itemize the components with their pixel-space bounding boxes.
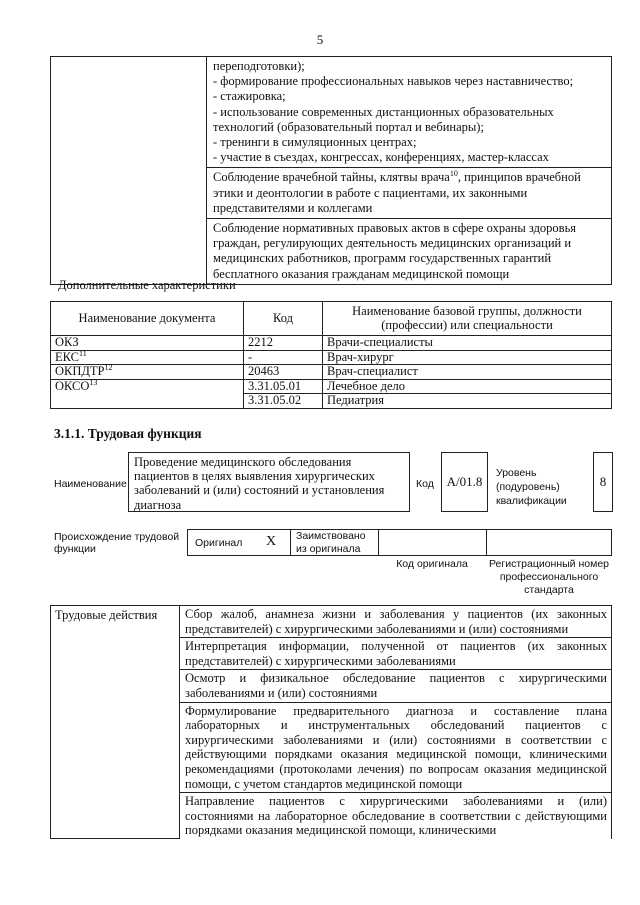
actions-label: Трудовые действия: [51, 606, 180, 839]
name-label: Наименование: [54, 478, 127, 490]
text-line: профессионального: [499, 571, 599, 583]
page-number: 5: [316, 32, 324, 47]
table-row: [51, 365, 612, 380]
text-line: - стажировка;: [213, 89, 286, 104]
text-line: стандарта: [524, 584, 574, 596]
action-item: Сбор жалоб, анамнеза жизни и заболевания у пациентов (их законных представителей) с хирургическими заболеваниями и (или) состояниями: [180, 606, 612, 638]
text-line: Регистрационный номер: [489, 558, 609, 570]
text-line: [213, 170, 605, 185]
origin-box: [187, 529, 612, 556]
divider: [486, 529, 487, 556]
norms-cell: [207, 219, 612, 285]
text-line: переподготовки);: [213, 59, 305, 73]
header-name: Наименование базовой группы, должности (профессии) или специальности: [323, 302, 612, 336]
action-item: Интерпретация информации, полученной от пациентов (их законных представителей) с хирургическими заболеваниями: [180, 638, 612, 670]
text-fragment: , принципов врачебной: [457, 170, 581, 185]
text-line: Заимствовано: [296, 530, 366, 542]
text-line: из оригинала: [296, 543, 361, 555]
additional-title: Дополнительные характеристики: [58, 278, 236, 292]
original-mark: X: [266, 534, 277, 549]
action-item: Формулирование предварительного диагноза и составление плана лабораторных и инструментальных обследований пациентов с хирургическими заболеваниями и (или) состояниями в соответствии с действующими порядками оказания медицинской помощи, клиническими рекомендациями (протоколами лечения) по вопросам оказания медицинской помощи, с учетом стандартов медицинской помощи: [180, 702, 612, 793]
text-line: бесплатного оказания гражданам медицинской помощи: [213, 266, 510, 281]
header-code: Код: [244, 302, 323, 336]
text-line: Проведение медицинского обследования: [134, 455, 352, 469]
methods-cell: [207, 57, 612, 168]
original-label: Оригинал: [195, 537, 243, 549]
text-line: пациентов в целях выявления хирургических: [134, 469, 375, 484]
origin-label: [54, 531, 179, 555]
additional-table: [50, 301, 612, 409]
doc-cell: [51, 379, 244, 408]
doc-name: ОКПДТР: [55, 364, 105, 378]
table-row: [51, 606, 612, 638]
code-original-label: Код оригинала: [396, 558, 468, 570]
labour-actions-table: [50, 605, 612, 839]
function-name-box: [128, 452, 410, 512]
name-cell: Врач-специалист: [323, 365, 612, 380]
code-cell: 20463: [244, 365, 323, 380]
table-row: [51, 336, 612, 351]
text-line: Происхождение трудовой: [54, 531, 180, 543]
text-line: медицинских работников, программ государственных гарантий: [213, 251, 552, 266]
text-line: Соблюдение нормативных правовых актов в сфере охраны здоровья: [213, 221, 577, 236]
text-line: (подуровень): [496, 481, 560, 493]
competency-table: [50, 56, 612, 285]
text-line: квалификации: [496, 495, 567, 507]
table-row: [51, 350, 612, 365]
reg-number-label: [486, 558, 612, 597]
text-line: заболеваний и (или) состояний и установления: [134, 483, 385, 498]
doc-cell: [51, 350, 244, 365]
code-cell: -: [244, 350, 323, 365]
text-line: - тренинги в симуляционных центрах;: [213, 135, 417, 150]
code-cell: 3.31.05.01: [244, 379, 323, 394]
text-line: - использование современных дистанционных образовательных: [213, 104, 554, 119]
section-title: 3.1.1. Трудовая функция: [54, 426, 202, 441]
doc-name: ЕКС: [55, 349, 79, 364]
header-doc: Наименование документа: [51, 302, 244, 336]
footnote-ref: 13: [89, 377, 98, 387]
name-cell: Лечебное дело: [323, 379, 612, 394]
borrowed-label: [296, 530, 366, 556]
doc-name: ОКСО: [55, 378, 90, 393]
level-label: [496, 466, 567, 508]
action-item: Осмотр и физикальное обследование пациентов с хирургическими заболеваниями и (или) состояниями: [180, 670, 612, 702]
code-cell: 2212: [244, 336, 323, 351]
secrecy-cell: [207, 168, 612, 219]
level-value: 8: [593, 452, 613, 512]
footnote-ref: 11: [79, 348, 87, 358]
doc-name: ОКЗ: [55, 335, 79, 349]
text-line: представителями и коллегами: [213, 200, 373, 215]
text-fragment: Соблюдение врачебной тайны, клятвы врача: [213, 170, 450, 185]
doc-cell: [51, 362, 244, 380]
empty-cell: [51, 57, 207, 285]
text-line: - формирование профессиональных навыков через наставничество;: [213, 74, 574, 89]
divider: [290, 529, 291, 556]
footnote-ref: 10: [449, 169, 458, 179]
text-line: - участие в съездах, конгрессах, конференциях, мастер-классах: [213, 150, 549, 165]
text-line: функции: [54, 543, 96, 555]
code-value: А/01.8: [441, 452, 488, 512]
code-label: Код: [416, 478, 434, 490]
footnote-ref: 12: [104, 362, 113, 372]
text-line: Уровень: [496, 467, 537, 479]
table-row: [51, 379, 612, 394]
text-line: технологий (образовательный портал и вебинары);: [213, 119, 484, 134]
name-cell: Врачи-специалисты: [323, 336, 612, 351]
name-cell: Врач-хирург: [323, 350, 612, 365]
name-cell: Педиатрия: [323, 394, 612, 409]
action-item: Направление пациентов с хирургическими заболеваниями и (или) состояниями на лабораторное обследование в соответствии с действующими порядками оказания медицинской помощи, клиническими: [180, 793, 612, 839]
code-cell: 3.31.05.02: [244, 394, 323, 409]
text-line: диагноза: [134, 497, 182, 512]
text-line: этики и деонтологии в работе с пациентами, их законными: [213, 185, 528, 200]
text-line: граждан, регулирующих деятельность медицинских организаций и: [213, 236, 572, 251]
divider: [378, 529, 379, 556]
